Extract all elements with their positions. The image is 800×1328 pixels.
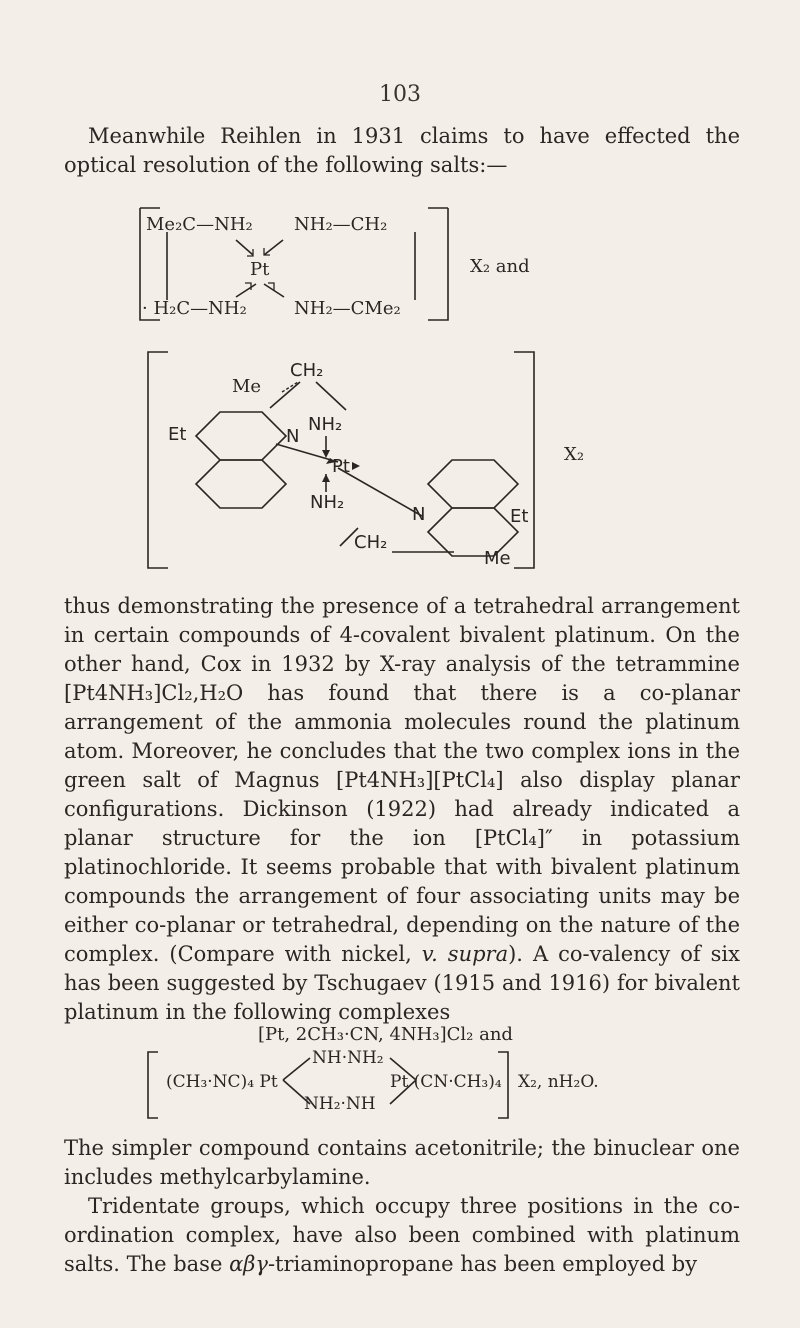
paragraph-2: The simpler compound contains acetonitrile; the binuclear one includes methylcarbylamine. [64, 1136, 740, 1189]
f1-suffix: X₂ and [470, 256, 530, 277]
f4-right: Pt (CN·CH₃)₄ [390, 1072, 502, 1092]
page-number: 103 [379, 82, 421, 107]
f4-top-bridge: NH·NH₂ [312, 1048, 384, 1068]
f4-bottom-bridge: NH₂·NH [304, 1094, 376, 1114]
p1-text-a: thus demonstrating the presence of a tetrahedral arrangement in certain compounds of 4-covalent bivalent platinum. On the other hand, Cox in 1932 by X-ray analysis of the tetrammine [64, 594, 740, 676]
f1-top-right: NH₂—CH₂ [294, 214, 388, 235]
f1-top-left: Me₂C—NH₂ [146, 214, 253, 235]
f2-et-right: Et [510, 506, 529, 527]
f2-nh2-top: NH₂ [308, 414, 343, 435]
f2-suffix: X₂ [564, 444, 585, 465]
p1-formula-b: [Pt4NH₃][PtCl₄] [336, 768, 504, 792]
paragraph-3 [64, 1192, 740, 1279]
p3-text-a: Tridentate groups, which occupy three positions in the co-ordination complex, have also been combined with platinum salts. The base [64, 1194, 740, 1276]
p1-text-e: ). A co-valency of six has been suggested by Tschugaev (1915 and 1916) for bivalent platinum in the following complexes [64, 942, 740, 1024]
p1-formula-c: [PtCl₄]″ [474, 826, 553, 850]
f2-ch2-bottom: CH₂ [354, 532, 388, 553]
p3-greek: αβγ [229, 1252, 268, 1276]
f2-n-left: N [286, 426, 300, 447]
f2-et-left: Et [168, 424, 187, 445]
p3-text-b: -triaminopropane has been employed by [267, 1252, 698, 1276]
p1-formula-a: [Pt4NH₃]Cl₂,H₂O [64, 681, 244, 705]
p1-text-d: in potassium platinochloride. It seems probable that with bivalent platinum compounds the arrangement of four associating units may be either co-planar or tetrahedral, depending on the nature of the complex. (Compare with nickel, [64, 826, 740, 966]
f1-bottom-left: · H₂C—NH₂ [142, 298, 247, 319]
f4-suffix: X₂, nH₂O. [518, 1072, 599, 1092]
intro-paragraph: Meanwhile Reihlen in 1931 claims to have effected the optical resolution of the following salts:— [64, 124, 740, 177]
f2-me-right: Me [484, 548, 511, 569]
p1-text-c: also display planar configurations. Dickinson (1922) had already indicated a planar structure for the ion [64, 768, 740, 850]
f2-pt: Pt [332, 456, 350, 477]
f2-ch2-top: CH₂ [290, 360, 324, 381]
f1-center-pt: Pt [250, 259, 270, 280]
p1-italic: v. supra [421, 942, 509, 966]
formula-3: [Pt, 2CH₃·CN, 4NH₃]Cl₂ and [258, 1024, 513, 1045]
f2-n-right: N [412, 504, 426, 525]
p1-text-b: has found that there is a co-planar arrangement of the ammonia molecules round the platinum atom. Moreover, he concludes that the two complex ions in the green salt of Magnus [64, 681, 740, 792]
f4-left: (CH₃·NC)₄ Pt [166, 1072, 278, 1092]
f2-nh2-bottom: NH₂ [310, 492, 345, 513]
f1-bottom-right: NH₂—CMe₂ [294, 298, 401, 319]
f2-me-left: Me [232, 376, 262, 397]
